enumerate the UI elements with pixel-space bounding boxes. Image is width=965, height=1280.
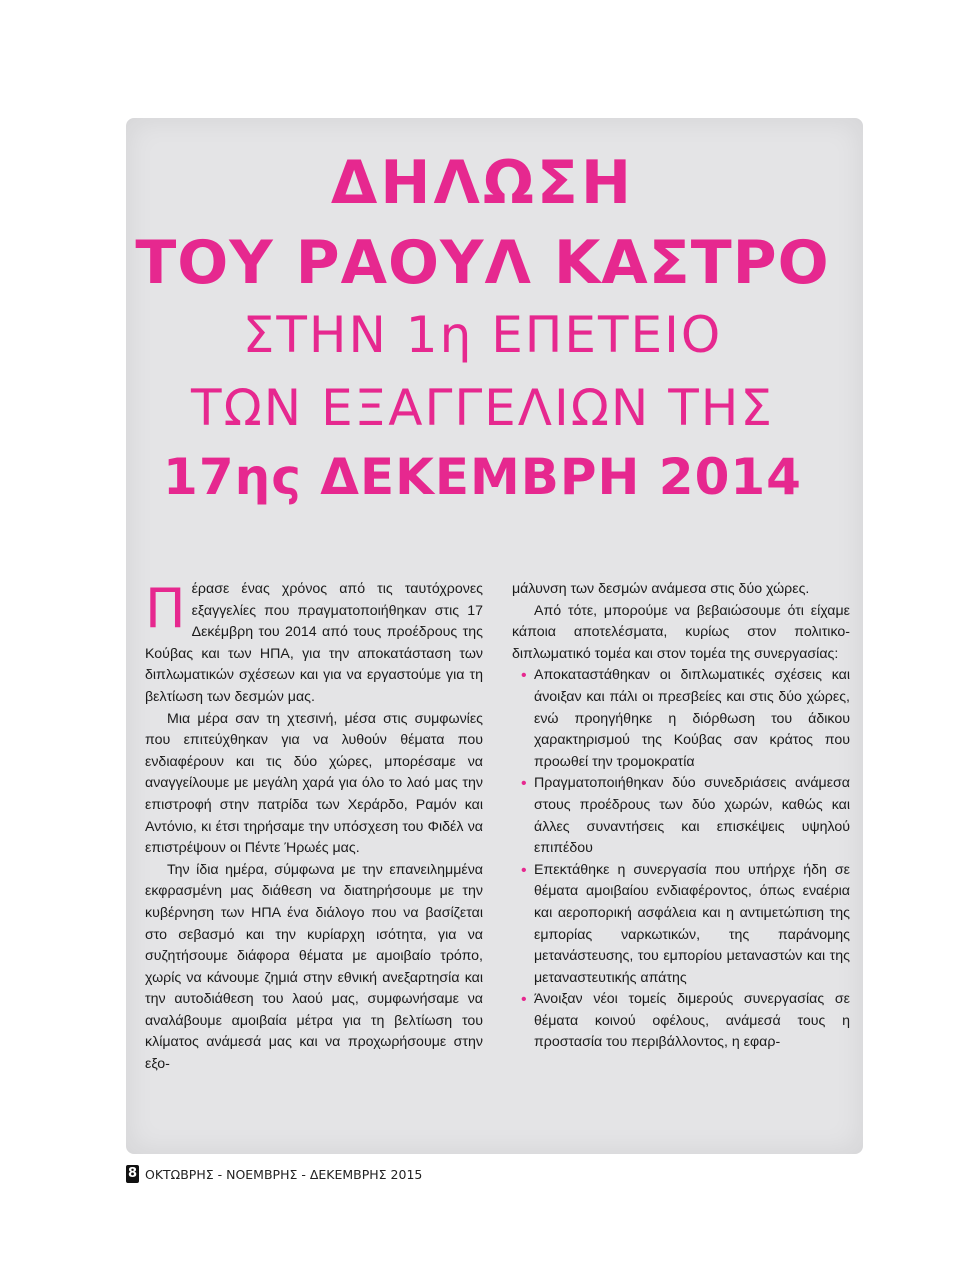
paragraph-2: Μια μέρα σαν τη χτεσινή, μέσα στις συμφωνίες που επιτεύχθηκαν για να λυθούν θέματα που ενδιαφέρουν και τις δύο χώρες, μπορέσαμε να αναγγείλουμε με μεγάλη χαρά για όλο το λαό μας την επιστροφή στην πατρίδα των Χεράρδο, Ραμόν και Αντόνιο, κι έτσι τηρήσαμε την υπόσχεση του Φιδέλ να επιστρέψουν οι Πέντε Ήρωές μας. [145,710,483,857]
list-item: • Άνοιξαν νέοι τομείς διμερούς συνεργασίας σε θέματα κοινού οφέλους, ανάμεσά τους η προστασία του περιβάλλοντος, η εφαρ- [534,989,850,1054]
list-item: • Επεκτάθηκε η συνεργασία που υπήρχε ήδη σε θέματα αμοιβαίου ενδιαφέροντος, όπως εναέρια και αεροπορική ασφάλεια και η αντιμετώπιση της εμπορίας ναρκωτικών, της παράνομης μετανάστευσης, του εμπορίου μεταναστών και της μεταναστευτικής απάτης [534,860,850,990]
paragraph-1-text: έρασε ένας χρόνος από τις ταυτόχρονες εξαγγελίες που πραγματοποιήθηκαν στις 17 Δεκέμβρη του 2014 από τους προέδρους της Κούβας και των ΗΠΑ, για την αποκατάσταση των διπλωματικών σχέσεων και για να εργαστούμε για τη βελτίωση των δεσμών μας. [145,581,483,705]
title-line-3: ΣΤΗΝ 1η ΕΠΕΤΕΙΟ [242,306,723,364]
paragraph-5: Από τότε, μπορούμε να βεβαιώσουμε ότι είχαμε κάποια αποτελέσματα, κυρίως στον πολιτικο-διπλωματικό τομέα και στον τομέα της συνεργασίας: [512,602,850,662]
achievements-list [512,665,850,1054]
title-line-4: ΤΩΝ ΕΞΑΓΓΕΛΙΩΝ ΤΗΣ [191,379,774,437]
issue-label: ΟΚΤΩΒΡΗΣ - ΝΟΕΜΒΡΗΣ - ΔΕΚΕΜΒΡΗΣ 2015 [145,1166,423,1182]
page-number: 8 [127,1166,138,1181]
list-item: • Πραγματοποιήθηκαν δύο συνεδριάσεις ανάμεσα στους προέδρους των δύο χωρών, καθώς και άλλες συναντήσεις και επισκέψεις υψηλού επιπέδου [534,773,850,859]
right-column [512,579,850,1054]
title-line-2: ΤΟΥ ΡΑΟΥΛ ΚΑΣΤΡΟ [135,228,830,298]
paragraph-4: μάλυνση των δεσμών ανάμεσα στις δύο χώρες. [512,581,810,597]
paragraph-1 [145,579,483,709]
paragraph-3: Την ίδια ημέρα, σύμφωνα με την επανειλημμένα εκφρασμένη μας διάθεση να διατηρήσουμε με την κυβέρνηση των ΗΠΑ ένα διάλογο που να βασίζεται στο σεβασμό και την κυρίαρχη ισότητα, για να συζητήσουμε διάφορα θέματα με αμοιβαίο τρόπο, χωρίς να κάνουμε ζημιά στην εθνική ανεξαρτησία και την αυτοδιάθεση του λαού μας, συμφωνήσαμε να αναλάβουμε αμοιβαία μέτρα για τη βελτίωση του κλίματος ανάμεσά μας και να προχωρήσουμε στην εξο- [145,861,483,1073]
drop-cap: Π [145,577,186,640]
list-item: • Αποκαταστάθηκαν οι διπλωματικές σχέσεις και άνοιξαν και πάλι οι πρεσβείες και στις δύο χώρες, ενώ προηγήθηκε η διόρθωση του άδικου χαρακτηρισμού της Κούβας σαν κράτος που προωθεί την τρομοκρατία [534,665,850,773]
title-line-1: ΔΗΛΩΣΗ [330,148,635,218]
page-footer [126,1164,422,1184]
title-line-5: 17ης ΔΕΚΕΜΒΡΗ 2014 [163,448,802,506]
left-column [145,579,483,1076]
